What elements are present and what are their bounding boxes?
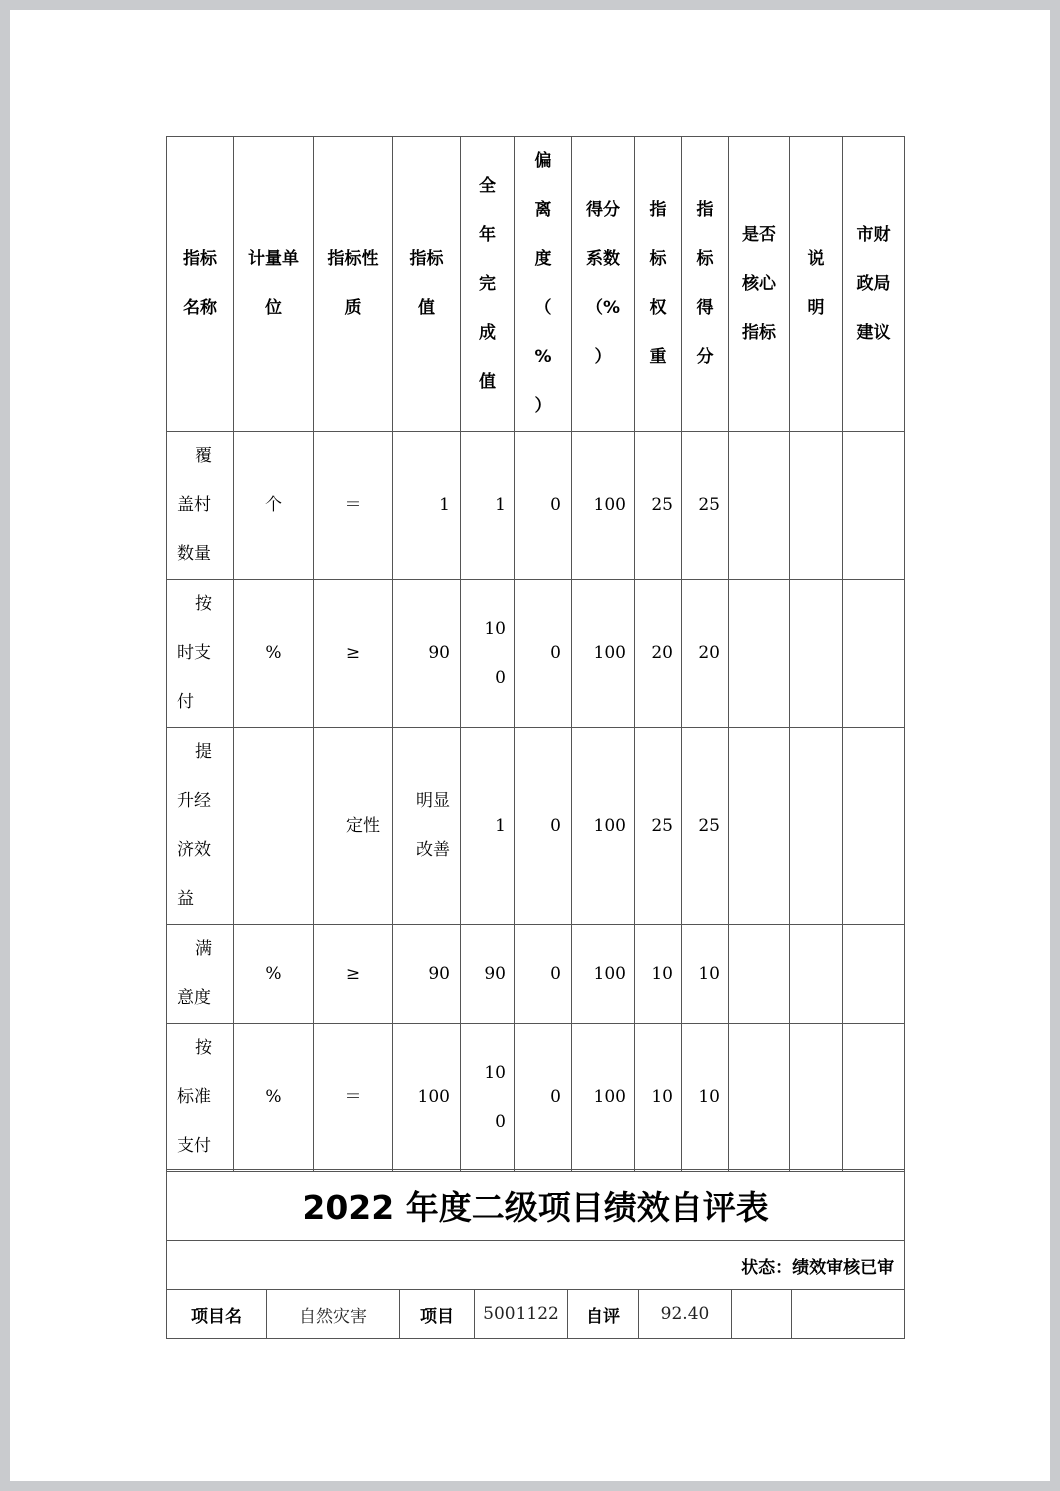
- cell-actual: 90: [461, 925, 515, 1024]
- cell-nature: 定性: [314, 728, 393, 925]
- cell-is-core: [729, 432, 790, 580]
- header-is-core: 是否核心指标: [729, 137, 790, 432]
- cell-nature: ≥: [314, 580, 393, 728]
- cell-deviation: 0: [515, 580, 572, 728]
- cell-score: 25: [682, 432, 729, 580]
- self-eval-label: 自评: [568, 1290, 639, 1339]
- status-text: 状态：绩效审核已审: [167, 1241, 905, 1290]
- cell-unit: %: [234, 925, 314, 1024]
- project-code-value: 5001122: [475, 1290, 568, 1339]
- header-score: 指标得分: [682, 137, 729, 432]
- cell-is-core: [729, 1024, 790, 1172]
- cell-nature: ＝: [314, 432, 393, 580]
- header-weight: 指标权重: [635, 137, 682, 432]
- cell-nature: ≥: [314, 925, 393, 1024]
- cell-note: [790, 728, 843, 925]
- cell-advice: [843, 432, 905, 580]
- cell-deviation: 0: [515, 925, 572, 1024]
- extra-cell-2: [792, 1290, 905, 1339]
- cell-note: [790, 925, 843, 1024]
- cell-score-coef: 100: [572, 728, 635, 925]
- table-row: [167, 925, 905, 1024]
- indicator-table: [166, 136, 905, 1172]
- header-note: 说明: [790, 137, 843, 432]
- project-code-label: 项目: [400, 1290, 475, 1339]
- cell-unit: %: [234, 580, 314, 728]
- document-page: [10, 10, 1050, 1481]
- cell-unit: 个: [234, 432, 314, 580]
- header-actual: 全年完成值: [461, 137, 515, 432]
- cell-unit: %: [234, 1024, 314, 1172]
- cell-weight: 10: [635, 1024, 682, 1172]
- project-name-label: 项目名: [167, 1290, 267, 1339]
- header-nature: 指标性质: [314, 137, 393, 432]
- cell-note: [790, 432, 843, 580]
- cell-deviation: 0: [515, 1024, 572, 1172]
- cell-advice: [843, 580, 905, 728]
- cell-score: 10: [682, 925, 729, 1024]
- header-indicator-name: 指标名称: [167, 137, 234, 432]
- cell-nature: ＝: [314, 1024, 393, 1172]
- cell-weight: 25: [635, 432, 682, 580]
- header-target: 指标值: [393, 137, 461, 432]
- cell-actual: 1: [461, 728, 515, 925]
- self-eval-value: 92.40: [639, 1290, 732, 1339]
- cell-is-core: [729, 925, 790, 1024]
- cell-is-core: [729, 580, 790, 728]
- cell-score-coef: 100: [572, 925, 635, 1024]
- cell-deviation: 0: [515, 728, 572, 925]
- cell-weight: 20: [635, 580, 682, 728]
- table-row: [167, 432, 905, 580]
- form-info-row: [167, 1290, 905, 1339]
- cell-target: 明显改善: [393, 728, 461, 925]
- cell-actual: 1: [461, 432, 515, 580]
- header-unit: 计量单位: [234, 137, 314, 432]
- cell-deviation: 0: [515, 432, 572, 580]
- cell-advice: [843, 925, 905, 1024]
- cell-weight: 10: [635, 925, 682, 1024]
- extra-cell-1: [732, 1290, 792, 1339]
- cell-target: 100: [393, 1024, 461, 1172]
- self-eval-form: [166, 1169, 905, 1339]
- cell-is-core: [729, 728, 790, 925]
- cell-score: 10: [682, 1024, 729, 1172]
- cell-score-coef: 100: [572, 432, 635, 580]
- cell-actual: 100: [461, 580, 515, 728]
- cell-score-coef: 100: [572, 1024, 635, 1172]
- cell-score: 20: [682, 580, 729, 728]
- table-row: [167, 728, 905, 925]
- cell-note: [790, 580, 843, 728]
- cell-advice: [843, 1024, 905, 1172]
- table-row: [167, 580, 905, 728]
- cell-score: 25: [682, 728, 729, 925]
- cell-indicator-name: 覆盖村数量: [167, 432, 234, 580]
- cell-target: 1: [393, 432, 461, 580]
- cell-indicator-name: 满意度: [167, 925, 234, 1024]
- cell-target: 90: [393, 580, 461, 728]
- cell-indicator-name: 提升经济效益: [167, 728, 234, 925]
- cell-target: 90: [393, 925, 461, 1024]
- cell-note: [790, 1024, 843, 1172]
- cell-weight: 25: [635, 728, 682, 925]
- header-advice: 市财政局建议: [843, 137, 905, 432]
- header-deviation: 偏离度（%）: [515, 137, 572, 432]
- header-score-coef: 得分系数（%）: [572, 137, 635, 432]
- table-header-row: [167, 137, 905, 432]
- project-name-value: 自然灾害: [267, 1290, 400, 1339]
- cell-indicator-name: 按标准支付: [167, 1024, 234, 1172]
- cell-advice: [843, 728, 905, 925]
- table-row: [167, 1024, 905, 1172]
- cell-indicator-name: 按时支付: [167, 580, 234, 728]
- form-title: 2022 年度二级项目绩效自评表: [167, 1170, 905, 1241]
- cell-actual: 100: [461, 1024, 515, 1172]
- cell-unit: [234, 728, 314, 925]
- cell-score-coef: 100: [572, 580, 635, 728]
